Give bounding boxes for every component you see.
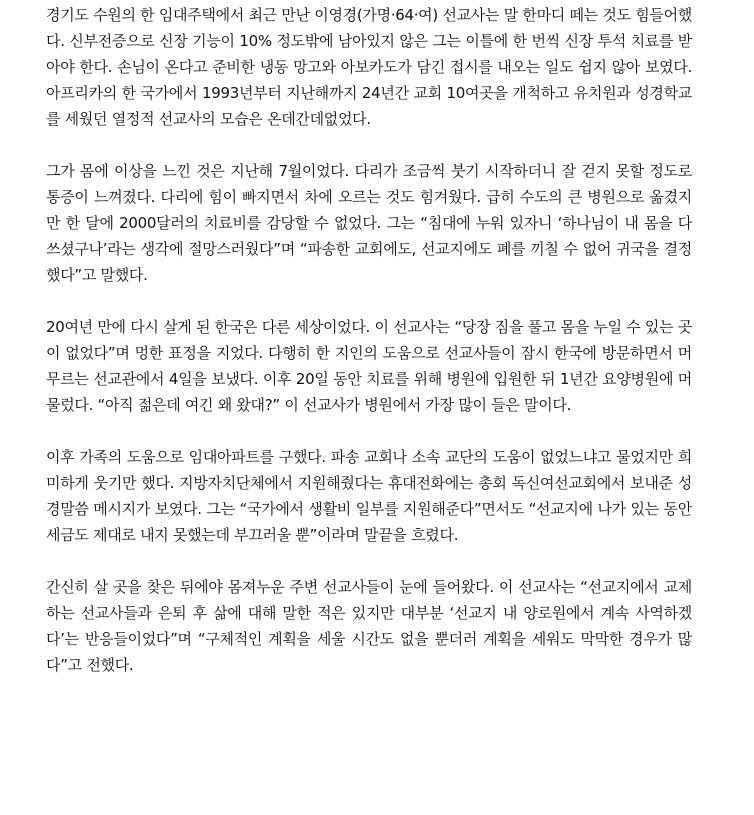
paragraph-4: 이후 가족의 도움으로 임대아파트를 구했다. 파송 교회나 소속 교단의 도움이 없었느냐고 물었지만 희미하게 웃기만 했다. 지방자치단체에서 지원해줬다는 휴대전화에는 총회 독신여선교회에서 보내준 성경말씀 메시지가 보였다. 그는 “국가에서 생활비 일부를 지원해준다”면서도 “선교지에 나가 있는 동안 세금도 제대로 내지 못했는데 부끄러울 뿐”이라며 말끝을 흐렸다.: [46, 448, 692, 544]
paragraph-3: 20여년 만에 다시 살게 된 한국은 다른 세상이었다. 이 선교사는 “당장 짐을 풀고 몸을 누일 수 있는 곳이 없었다”며 멍한 표정을 지었다. 다행히 한 지인의 도움으로 선교사들이 잠시 한국에 방문하면서 머무르는 선교관에서 4일을 보냈다. 이후 20일 동안 치료를 위해 병원에 입원한 뒤 1년간 요양병원에 머물렀다. “아직 젊은데 여긴 왜 왔대?” 이 선교사가 병원에서 가장 많이 들은 말이다.: [46, 318, 692, 414]
paragraph-1: 경기도 수원의 한 임대주택에서 최근 만난 이영경(가명·64·여) 선교사는 말 한마디 떼는 것도 힘들어했다. 신부전증으로 신장 기능이 10% 정도밖에 남아있지 않은 그는 이틀에 한 번씩 신장 투석 치료를 받아야 한다. 손님이 온다고 준비한 냉동 망고와 아보카도가 담긴 접시를 내오는 일도 쉽지 않아 보였다. 아프리카의 한 국가에서 1993년부터 지난해까지 24년간 교회 10여곳을 개척하고 유치원과 성경학교를 세웠던 열정적 선교사의 모습은 온데간데없었다.: [46, 6, 692, 128]
paragraph-2: 그가 몸에 이상을 느낀 것은 지난해 7월이었다. 다리가 조금씩 붓기 시작하더니 잘 걷지 못할 정도로 통증이 느껴졌다. 다리에 힘이 빠지면서 차에 오르는 것도 힘겨웠다. 급히 수도의 큰 병원으로 옮겼지만 한 달에 2000달러의 치료비를 감당할 수 없었다. 그는 “침대에 누워 있자니 ‘하나님이 내 몸을 다 쓰셨구나’라는 생각에 절망스러웠다”며 “파송한 교회에도, 선교지에도 폐를 끼칠 수 없어 귀국을 결정했다”고 말했다.: [46, 162, 692, 284]
paragraph-5: 간신히 살 곳을 찾은 뒤에야 몸져누운 주변 선교사들이 눈에 들어왔다. 이 선교사는 “선교지에서 교제하는 선교사들과 은퇴 후 삶에 대해 말한 적은 있지만 대부분 ‘선교지 내 양로원에서 계속 사역하겠다’는 반응들이었다”며 “구체적인 계획을 세울 시간도 없을 뿐더러 계획을 세워도 막막한 경우가 많다”고 전했다.: [46, 578, 692, 674]
